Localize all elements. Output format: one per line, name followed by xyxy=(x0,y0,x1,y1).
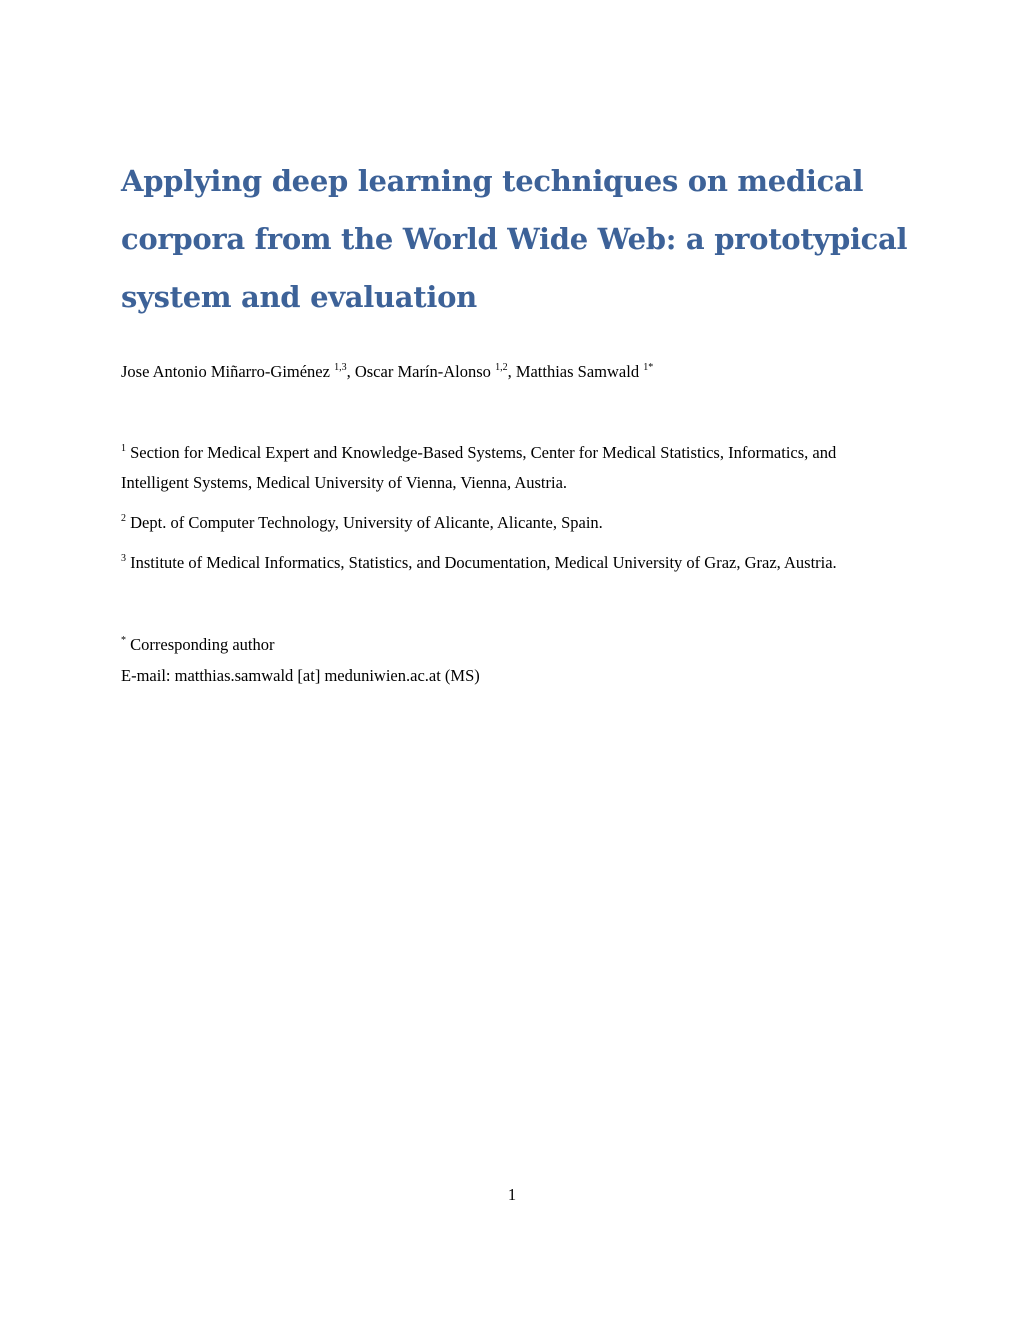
author-separator: , xyxy=(346,362,355,381)
affiliation-mark: 2 xyxy=(121,513,126,524)
corresponding-author xyxy=(121,629,480,691)
page-number: 1 xyxy=(507,1185,517,1204)
affiliation-text: Section for Medical Expert and Knowledge-Based Systems, Center for Medical Statistics, Informatics, and xyxy=(130,443,837,462)
affiliation-3 xyxy=(121,548,901,578)
author-list xyxy=(121,360,653,384)
paper-title xyxy=(121,152,921,326)
affiliation-1 xyxy=(121,438,901,498)
author-separator: , xyxy=(507,362,516,381)
affiliation-2 xyxy=(121,508,901,538)
title-line: system and evaluation xyxy=(121,280,477,314)
author-affiliation-mark: 1* xyxy=(643,362,654,373)
affiliation-line xyxy=(121,548,901,578)
affiliation-text: Institute of Medical Informatics, Statistics, and Documentation, Medical University of Graz, Graz, Austria. xyxy=(130,553,837,572)
corresponding-mark: * xyxy=(121,635,126,646)
affiliation-mark: 1 xyxy=(121,443,126,454)
author-name: Jose Antonio Miñarro-Giménez xyxy=(121,362,330,381)
affiliation-line xyxy=(121,438,901,468)
author-affiliation-mark: 1,3 xyxy=(334,362,347,373)
affiliation-line xyxy=(121,508,901,538)
author-name: Matthias Samwald xyxy=(515,362,640,381)
affiliation-line: Intelligent Systems, Medical University of Vienna, Vienna, Austria. xyxy=(121,473,568,492)
affiliation-mark: 3 xyxy=(121,553,126,564)
corresponding-label: Corresponding author xyxy=(130,635,275,654)
affiliation-text: Dept. of Computer Technology, University of Alicante, Alicante, Spain. xyxy=(130,513,603,532)
author-affiliation-mark: 1,2 xyxy=(495,362,508,373)
title-line: Applying deep learning techniques on medical xyxy=(121,164,864,198)
author-name: Oscar Marín-Alonso xyxy=(354,362,491,381)
title-line: corpora from the World Wide Web: a prototypical xyxy=(121,222,908,256)
corresponding-email: E-mail: matthias.samwald [at] meduniwien.ac.at (MS) xyxy=(121,666,480,685)
corresponding-label-line xyxy=(121,629,480,660)
